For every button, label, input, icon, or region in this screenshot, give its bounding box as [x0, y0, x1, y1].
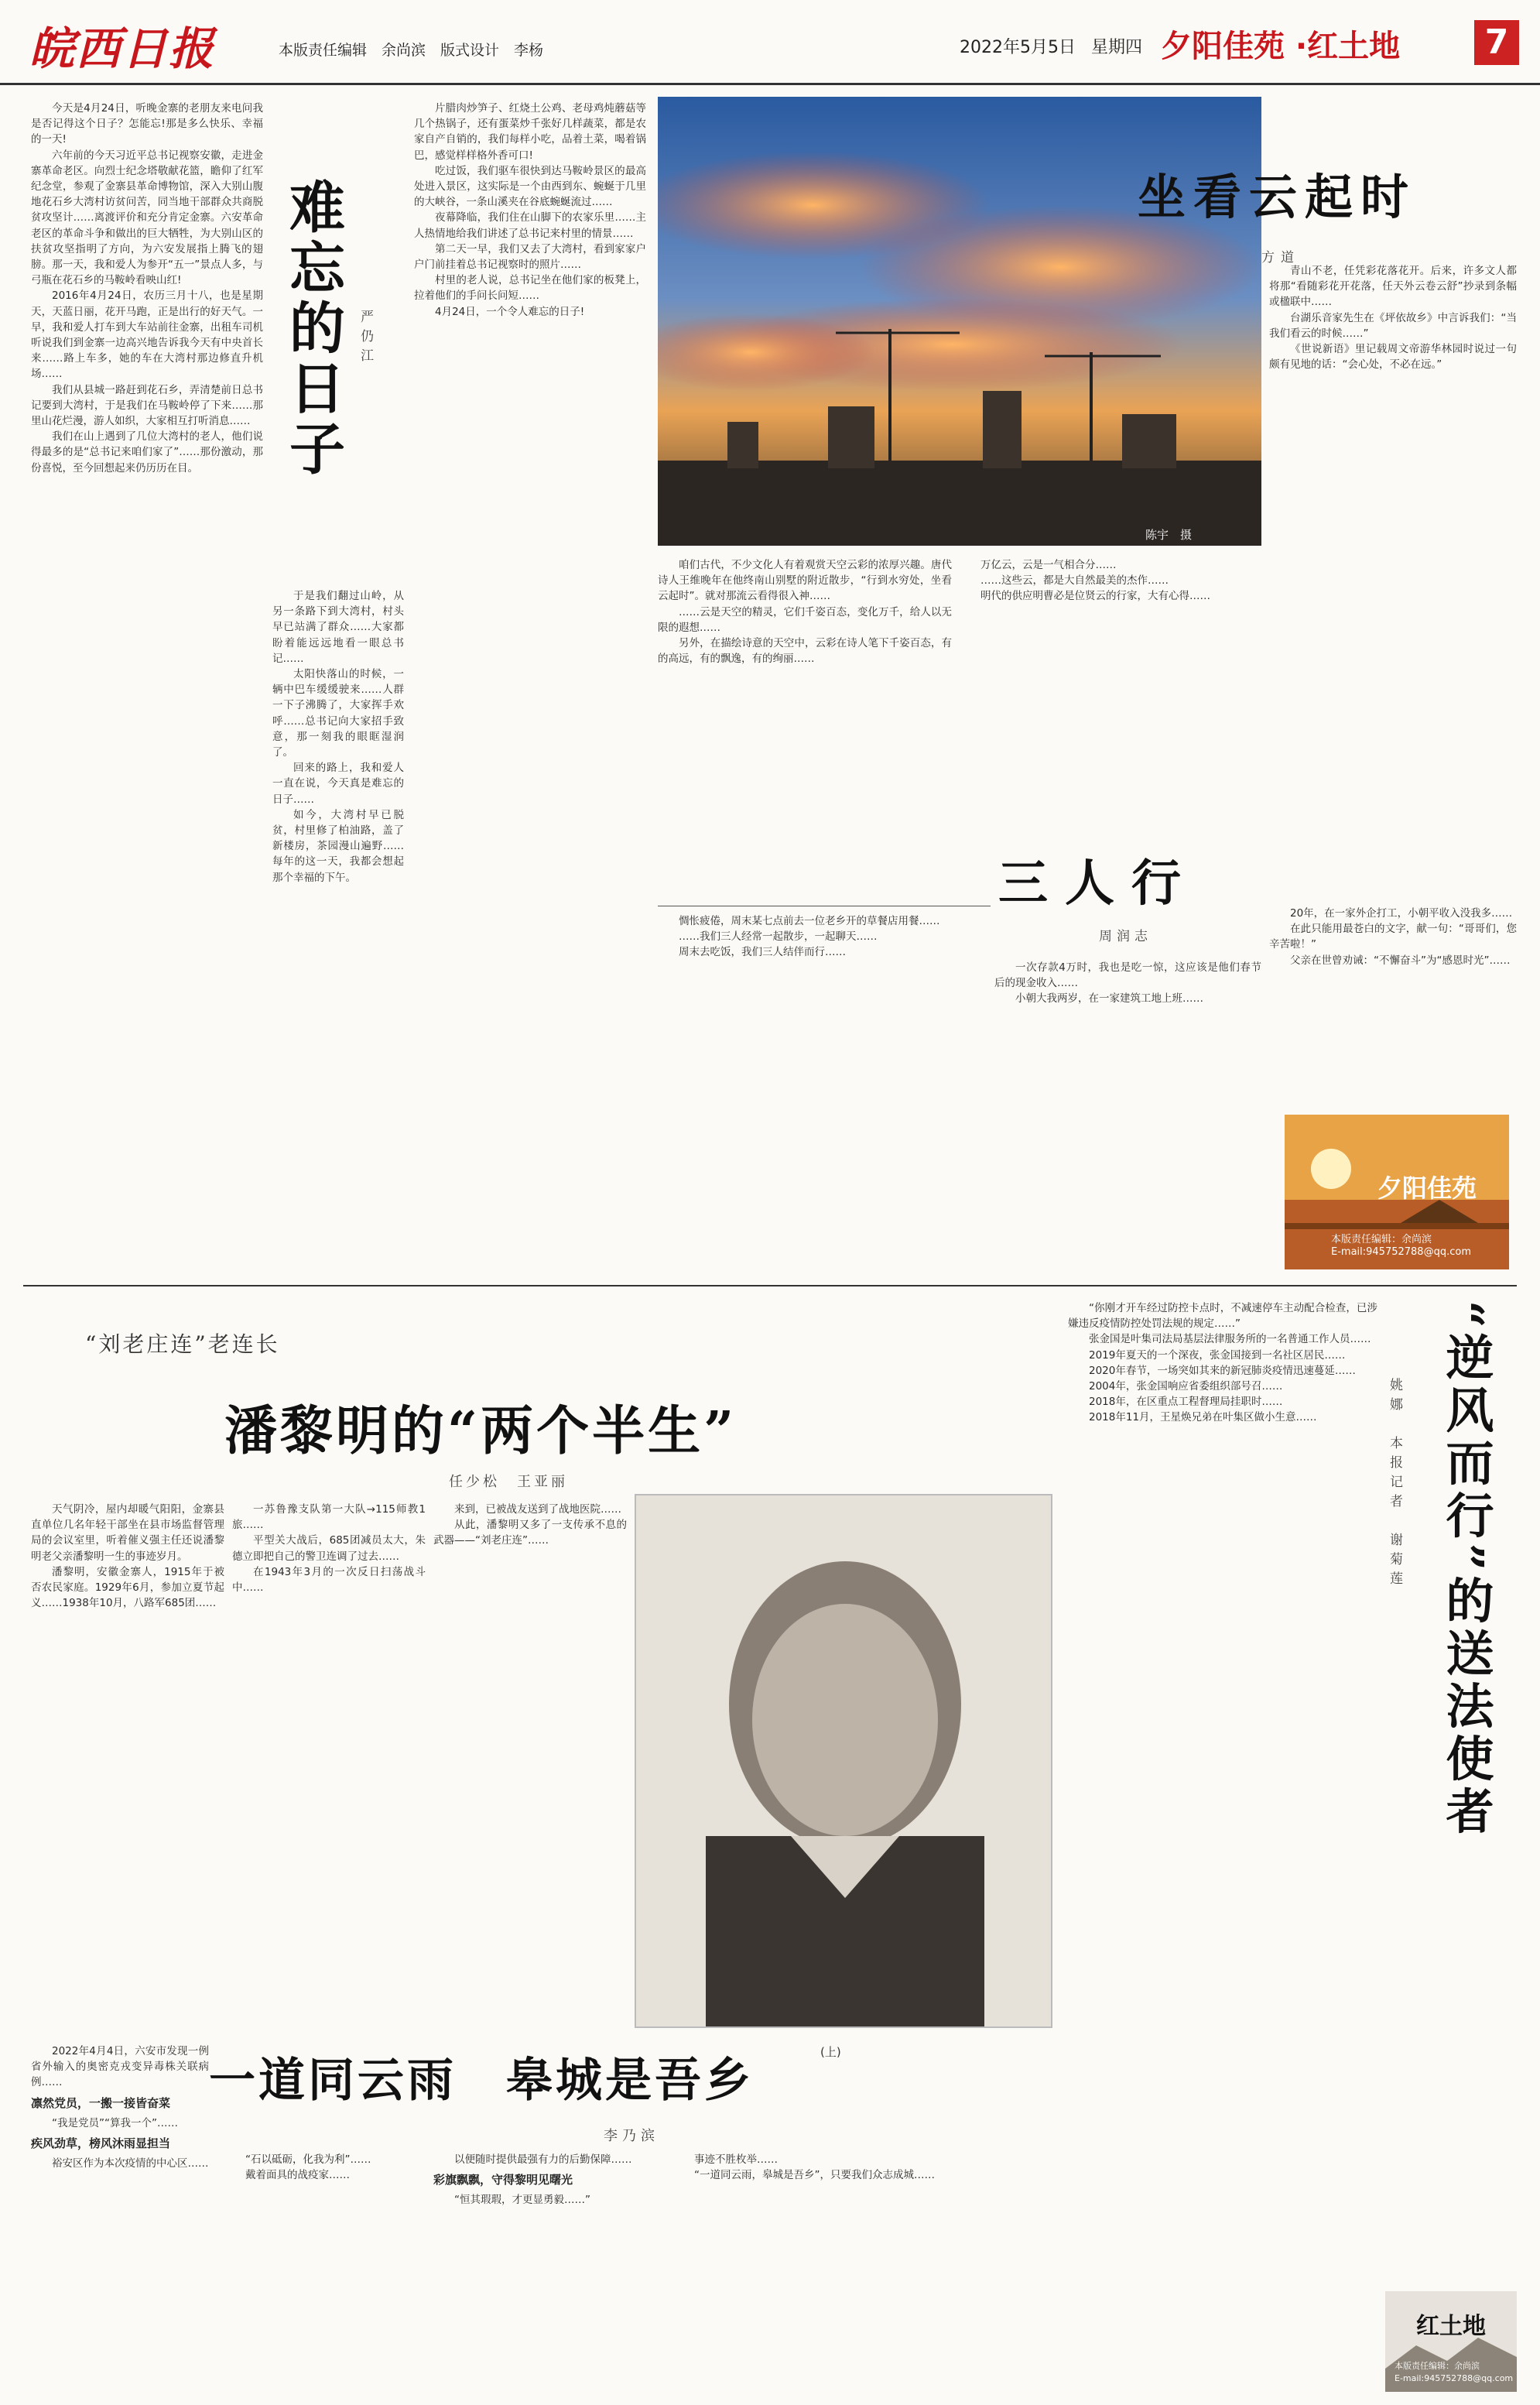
- paragraph: 回来的路上，我和爱人一直在说，今天真是难忘的日子……: [272, 762, 404, 806]
- issue-weekday: 星期四: [1091, 38, 1143, 57]
- paragraph: 4月24日，一个令人难忘的日子!: [435, 305, 585, 318]
- paragraph: 平型关大战后，685团减员太大，朱德立即把自己的警卫连调了过去……: [232, 1534, 426, 1563]
- article4-col3: [433, 1502, 627, 2067]
- article4-col2: [232, 1502, 426, 2067]
- paper-name: 皖西日报: [29, 22, 216, 75]
- article2-col1: [658, 557, 952, 898]
- paragraph: 青山不老，任凭彩花落花开。后来，许多文人都将那“看随彩花开花落，任天外云卷云舒”抄录到条幅或楹联中……: [1269, 265, 1517, 309]
- editor-line: 本版责任编辑 余尚滨 版式设计 李杨: [279, 42, 544, 59]
- paragraph: 片腊肉炒笋子、红烧土公鸡、老母鸡炖蘑菇等几个热锅子，还有蛋菜炒千张好几样蔬菜，都是农家自产自销的，我们每样小吃，品着土菜，喝着锅巴，感觉样样格外香可口!: [414, 102, 646, 162]
- paragraph: “你刚才开车经过防控卡点时，不减速停车主动配合检查，已涉嫌违反疫情防控处罚法规的规定……”: [1068, 1302, 1377, 1331]
- paragraph: 一次存款4万时，我也是吃一惊，这应该是他们春节后的现金收入……: [994, 961, 1261, 990]
- paragraph: 2016年4月24日，农历三月十八，也是星期天，天蓝日丽，花开马跑，正是出行的好天气。一早，我和爱人打车到大车站前往金寨，出租车司机听说我们到金寨一边高兴地告诉我今天有中央首长来……路上车多，她的车在大湾村那边修直升机场……: [31, 289, 263, 381]
- badge-editor: 本版责任编辑：余尚滨: [1331, 1234, 1432, 1245]
- paragraph: 周末去吃饭，我们三人结伴而行……: [679, 946, 846, 959]
- badge-email: E-mail:945752788@qq.com: [1395, 2373, 1514, 2383]
- article6-col3: [433, 2152, 666, 2392]
- badge-title: 红土地: [1416, 2313, 1486, 2340]
- paragraph: 张金国是叶集司法局基层法律服务所的一名普通工作人员……: [1089, 1333, 1371, 1346]
- article2-title: 坐看云起时: [1138, 169, 1417, 225]
- paragraph: 2022年4月4日，六安市发现一例省外输入的奥密克戎变异毒株关联病例……: [31, 2045, 209, 2089]
- subheading: 凛然党员，一搬一接皆奋菜: [31, 2095, 171, 2110]
- paragraph: 第二天一早，我们又去了大湾村，看到家家户户门前挂着总书记视察时的照片……: [414, 242, 646, 272]
- article1-col3: [414, 101, 646, 1378]
- paragraph: 我们从县城一路赶到花石乡，弄清楚前日总书记要到大湾村，于是我们在马鞍岭停了下来……那里山花烂漫，游人如织，大家相互打听消息……: [31, 383, 263, 428]
- paragraph: 在此只能用最苍白的文字，献一句：“哥哥们，您辛苦啦！”: [1269, 923, 1517, 951]
- article4-col1: [31, 1502, 224, 2067]
- paragraph: 来到，已被战友送到了战地医院……: [454, 1503, 621, 1516]
- article6-title: 一道同云雨 皋城是吾乡: [209, 2054, 754, 2108]
- paragraph: 村里的老人说，总书记坐在他们家的板凳上，拉着他们的手问长问短……: [414, 274, 646, 303]
- portrait-caption: (上): [820, 2045, 841, 2059]
- paragraph: 于是我们翻过山岭，从另一条路下到大湾村，村头早已站满了群众……大家都盼着能远远地看一眼总书记……: [272, 590, 404, 665]
- paragraph: “石以砥砺，化我为利”……: [245, 2153, 371, 2166]
- issue-date: 2022年5月5日: [960, 38, 1076, 57]
- paragraph: 事迹不胜枚举……: [694, 2153, 778, 2166]
- paragraph: 潘黎明，安徽金寨人，1915年于被否农民家庭。1929年6月，参加立夏节起义……1938年10月，八路军685团……: [31, 1565, 224, 1610]
- paragraph: “恒其瑕瑕，才更显勇毅……”: [454, 2194, 590, 2207]
- sky-photo-caption: 陈宇 摄: [1145, 528, 1193, 542]
- portrait-image: [636, 1495, 1052, 2028]
- subheading: 疾风劲草，榜风沐雨显担当: [31, 2136, 171, 2151]
- paragraph: 2018年11月，王星焕兄弟在叶集区做小生意……: [1089, 1411, 1317, 1424]
- paragraph: 另外，在描绘诗意的天空中，云彩在诗人笔下千姿百态，有的高远，有的飘逸，有的绚丽……: [658, 637, 952, 666]
- paragraph: “我是党员”“算我一个”……: [52, 2116, 178, 2129]
- paragraph: 惆怅疲倦，周末某七点前去一位老乡开的草餐店用餐……: [679, 915, 940, 927]
- article4-kicker: “刘老庄连”老连长: [85, 1331, 280, 1357]
- article1-col2: [272, 588, 404, 1378]
- section-badge-xiyang: [1285, 1115, 1509, 1269]
- article5-title: “逆风而行”的送法使者: [1438, 1300, 1494, 1839]
- badge-email: E-mail:945752788@qq.com: [1331, 1246, 1471, 1258]
- article3-col1: [658, 913, 983, 1378]
- paragraph: 太阳快落山的时候，一辆中巴车缓缓驶来……人群一下子沸腾了，大家挥手欢呼……总书记向大家招手致意，那一刻我的眼眶湿润了。: [272, 668, 404, 759]
- article6-col1: [31, 2044, 209, 2392]
- article4-title: 潘黎明的“两个半生”: [224, 1400, 737, 1462]
- section-name: 夕阳佳苑 ·红土地: [1161, 29, 1401, 64]
- article6-col2: [224, 2152, 426, 2392]
- paragraph: 裕安区作为本次疫情的中心区……: [52, 2157, 209, 2170]
- paragraph: 从此，潘黎明又多了一支传承不息的武器——“刘老庄连”……: [433, 1519, 627, 1547]
- article1-title: 难忘的日子: [280, 178, 346, 480]
- badge-editor: 本版责任编辑：余尚滨: [1395, 2361, 1480, 2371]
- article6-author: 李乃滨: [604, 2128, 659, 2144]
- portrait-photo: [635, 1494, 1052, 2028]
- article1-col1: [31, 101, 263, 1378]
- paragraph: 吃过饭，我们驱车很快到达马鞍岭景区的最高处进入景区，这实际是一个由西到东、蜿蜒于几里的大峡谷，一条山溪夹在谷底蜿蜒流过……: [414, 164, 646, 209]
- article2-author: 方道: [1261, 250, 1300, 266]
- article3-title: 三人行: [998, 855, 1198, 913]
- paragraph: 今天是4月24日，听晚金寨的老朋友来电问我是否记得这个日子？怎能忘!那是多么快乐、幸福的一天!: [31, 102, 263, 146]
- article3-col3: [1269, 906, 1517, 1115]
- paragraph: 夜幕降临，我们住在山脚下的农家乐里……主人热情地给我们讲述了总书记来村里的情景……: [414, 211, 646, 240]
- paragraph: “一道同云雨，皋城是吾乡”，只要我们众志成城……: [694, 2169, 935, 2182]
- paragraph: ……这些云，都是大自然最美的杰作……: [980, 574, 1169, 588]
- paragraph: 六年前的今天习近平总书记视察安徽，走进金寨革命老区。向烈士纪念塔敬献花篮，瞻仰了红军纪念堂，参观了金寨县革命博物馆，深入大别山腹地花石乡大湾村访贫问苦，同当地干部群众共商脱贫攻坚计……离渡评价和充分肯定金寨。六安革命老区的革命斗争和做出的巨大牺牲，为大别山区的扶贫攻坚指明了方向，为六安发展指上腾飞的翅膀。那一天，我和爱人为参开“五一”景点人多，与弓瓶在花石乡的马鞍岭看映山红!: [31, 149, 263, 287]
- subheading: 彩旗飘飘，守得黎明见曙光: [433, 2173, 573, 2187]
- section-badge-hongtudi: [1385, 2291, 1517, 2392]
- paragraph: 2004年，张金国响应省委组织部号召……: [1089, 1380, 1283, 1393]
- paragraph: 小朝大我两岁，在一家建筑工地上班……: [1015, 992, 1203, 1006]
- paragraph: 天气阴冷，屋内却暖气阳阳，金寨县直单位几名年轻干部坐在县市场监督管理局的会议室里，听着催义强主任还说潘黎明老父亲潘黎明一生的事迹岁月。: [31, 1503, 224, 1563]
- article1-author: 严仍江: [358, 310, 373, 368]
- article4-author: 任少松 王亚丽: [449, 1474, 568, 1490]
- paragraph: 2020年春节，一场突如其来的新冠肺炎疫情迅速蔓延……: [1089, 1364, 1356, 1377]
- paragraph: ……我们三人经常一起散步，一起聊天……: [679, 930, 878, 944]
- paragraph: ……云是天空的精灵，它们千姿百态，变化万千，给人以无限的遐想……: [658, 605, 952, 634]
- paragraph: 咱们古代，不少文化人有着观赏天空云彩的浓厚兴趣。唐代诗人王维晚年在他终南山别墅的附近散步，“行到水穷处，坐看云起时”。就对那流云看得很入神……: [658, 559, 952, 603]
- paragraph: 在1943年3月的一次反日扫荡战斗中……: [232, 1565, 426, 1595]
- article5-col1: [1068, 1300, 1377, 2400]
- paragraph: 如今，大湾村早已脱贫，村里修了柏油路，盖了新楼房，茶园漫山遍野……每年的这一天，我都会想起那个幸福的下午。: [272, 808, 404, 884]
- article5-author: 姚娜 本报记者 谢菊莲: [1387, 1378, 1402, 1591]
- article2-col3: [1269, 263, 1517, 898]
- paragraph: 《世说新语》里记载周文帝游华林园时说过一句颇有见地的话：“会心处，不必在远。”: [1269, 343, 1517, 372]
- paragraph: 我们在山上遇到了几位大湾村的老人，他们说得最多的是“总书记来咱们家了”……那份激动，那份喜悦，至今回想起来仍历历在目。: [31, 430, 263, 474]
- article3-author: 周润志: [1099, 929, 1152, 944]
- article6-col4: [673, 2152, 1052, 2392]
- badge-title: 夕阳佳苑: [1377, 1173, 1477, 1203]
- paragraph: 20年，在一家外企打工，小朝平收入没我多……: [1290, 907, 1513, 920]
- paragraph: 万亿云，云是一气相合分……: [980, 559, 1117, 571]
- divider: [23, 1285, 1517, 1286]
- paragraph: 2019年夏天的一个深夜，张金国接到一名社区居民……: [1089, 1348, 1346, 1362]
- paragraph: 一苏鲁豫支队第一大队→115师教1旅……: [232, 1503, 426, 1532]
- paragraph: 戴着面具的战疫家……: [245, 2169, 350, 2182]
- paragraph: 父亲在世曾劝诫：“不懈奋斗”为“感恩时光”……: [1290, 954, 1511, 967]
- page-number: 7: [1474, 20, 1519, 65]
- masthead: [0, 0, 1540, 85]
- paragraph: 2018年，在区重点工程督理局挂职时……: [1089, 1396, 1283, 1409]
- paragraph: 台湖乐音家先生在《坪依故乡》中言诉我们：“当我们看云的时候……”: [1269, 311, 1517, 340]
- paragraph: 以便随时提供最强有力的后勤保障……: [454, 2153, 632, 2166]
- paragraph: 明代的供应明曹必是位贤云的行家，大有心得……: [980, 590, 1210, 603]
